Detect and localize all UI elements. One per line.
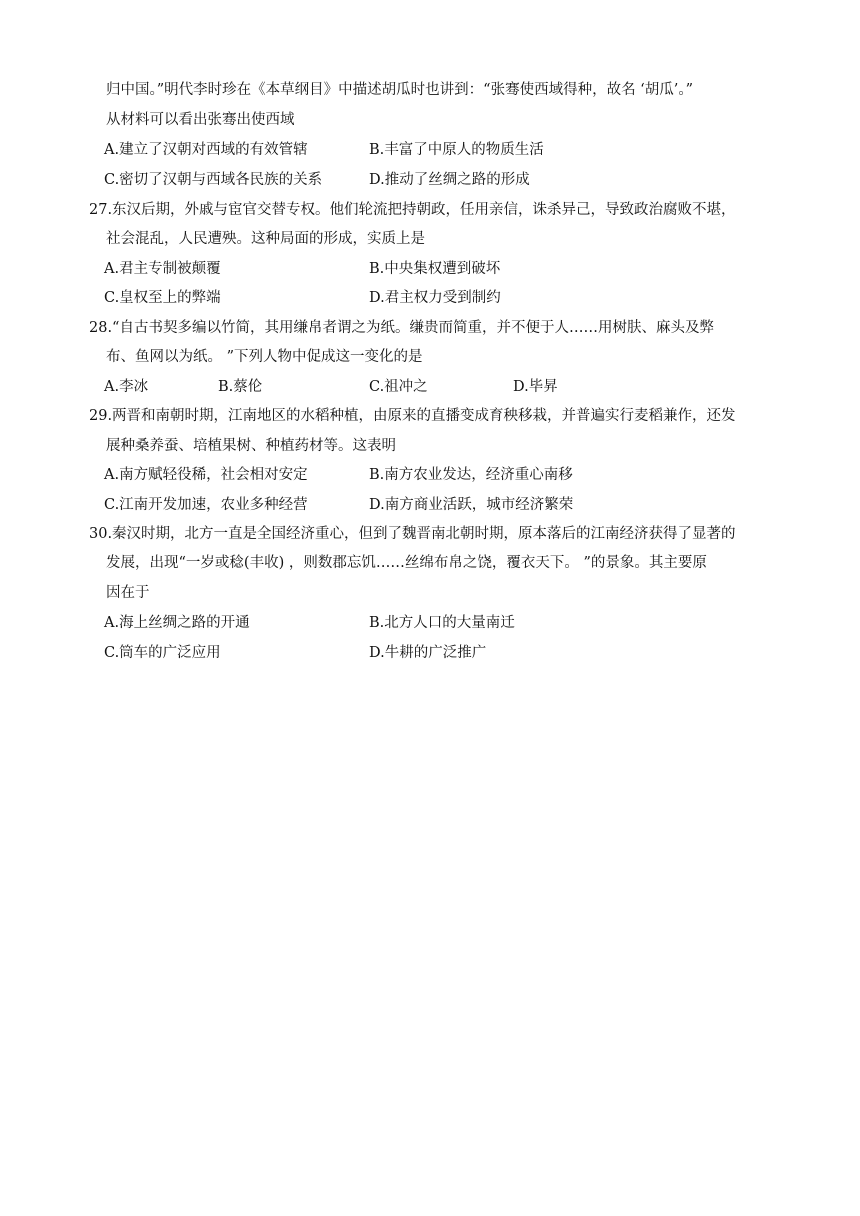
q27-stem-line2: 社会混乱，人民遭殃。这种局面的形成，实质上是 — [106, 231, 425, 247]
q30-stem-line2: 发展，出现“一岁或稔(丰收) ，则数郡忘饥……丝绵布帛之饶，覆衣天下。 ”的景象。其主要原 — [106, 555, 707, 571]
q29-option-c: C.江南开发加速，农业多种经营 — [104, 497, 308, 513]
q30-stem-line3: 因在于 — [106, 585, 150, 601]
q29-option-d: D.南方商业活跃，城市经济繁荣 — [369, 497, 574, 513]
q28-option-d: D.毕昇 — [513, 379, 558, 395]
q28-option-c: C.祖冲之 — [369, 379, 428, 395]
q26-option-d: D.推动了丝绸之路的形成 — [369, 172, 530, 188]
q26-stem-line1: 归中国。”明代李时珍在《本草纲目》中描述胡瓜时也讲到：“张骞使西域得种，故名 ‘胡瓜’。” — [106, 82, 694, 98]
q29-stem-line1: 29.两晋和南朝时期，江南地区的水稻种植，由原来的直播变成育秧移栽，并普遍实行麦稻兼作，还发 — [89, 408, 736, 424]
q30-option-a: A.海上丝绸之路的开通 — [104, 615, 250, 631]
q26-option-c: C.密切了汉朝与西域各民族的关系 — [104, 172, 323, 188]
q29-option-a: A.南方赋轻役稀，社会相对安定 — [104, 467, 308, 483]
q30-stem-line1: 30.秦汉时期，北方一直是全国经济重心，但到了魏晋南北朝时期，原本落后的江南经济获得了显著的 — [89, 526, 736, 542]
q28-stem-line2: 布、鱼网以为纸。 ”下列人物中促成这一变化的是 — [106, 349, 423, 365]
q28-stem-line1: 28.“自古书契多编以竹简，其用缣帛者谓之为纸。缣贵而简重，并不便于人……用树肤、麻头及弊 — [89, 320, 714, 336]
q27-stem-line1: 27.东汉后期，外戚与宦官交替专权。他们轮流把持朝政，任用亲信，诛杀异己，导致政治腐败不堪， — [89, 202, 736, 218]
q27-option-c: C.皇权至上的弊端 — [104, 290, 221, 306]
q29-stem-line2: 展种桑养蚕、培植果树、种植药材等。这表明 — [106, 438, 396, 454]
q26-option-b: B.丰富了中原人的物质生活 — [369, 142, 544, 158]
q26-option-a: A.建立了汉朝对西域的有效管辖 — [104, 142, 308, 158]
q28-option-a: A.李冰 — [104, 379, 149, 395]
q30-option-c: C.筒车的广泛应用 — [104, 645, 221, 661]
q30-option-d: D.牛耕的广泛推广 — [369, 645, 487, 661]
q29-option-b: B.南方农业发达，经济重心南移 — [369, 467, 573, 483]
q30-option-b: B.北方人口的大量南迁 — [369, 615, 515, 631]
q27-option-a: A.君主专制被颠覆 — [104, 261, 221, 277]
q27-option-b: B.中央集权遭到破坏 — [369, 261, 501, 277]
q26-stem-line2: 从材料可以看出张骞出使西域 — [106, 112, 295, 128]
q27-option-d: D.君主权力受到制约 — [369, 290, 501, 306]
q28-option-b: B.蔡伦 — [218, 379, 263, 395]
